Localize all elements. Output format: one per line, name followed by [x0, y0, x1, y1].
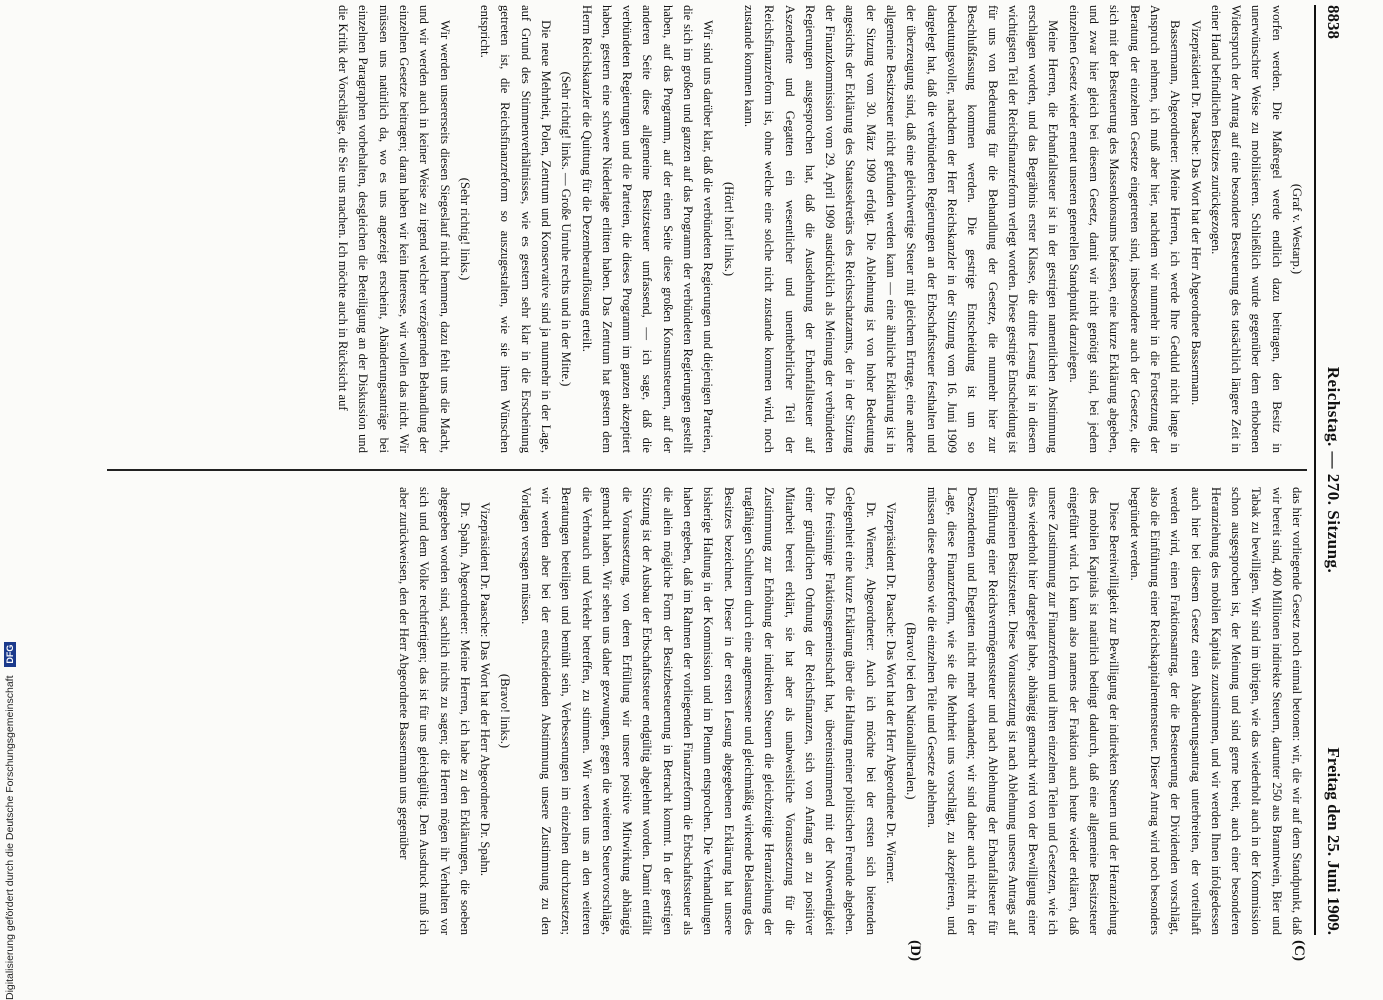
margin-mark-d: (D) [907, 940, 923, 961]
column-rule [107, 469, 1307, 471]
interjection: (Hört! hört! links.) [721, 181, 736, 277]
interjection: (Sehr richtig! links.) [457, 177, 472, 281]
paragraph: Wir sind uns darüber klar, daß die verbündeten Regierungen und diejenigen Parteien, die sich im großen und ganzen auf das Programm der verbündeten Regierungen gestellt haben, auf das Programm, auf der einen Seite diese großen Konsumsteuern, auf der anderen Seite diese allgemeine Besitzsteuer umfassend, — ich sage, daß die verbündeten Regierungen und die Parteien, die dieses Programm im ganzen akzeptiert haben, gestern eine schwere Niederlage erlitten haben. Das Zentrum hat gestern dem Herrn Reichskanzler die Quittung für die Dezemberauflösung erteilt. [579, 5, 716, 453]
digitization-credit [4, 0, 16, 1000]
paragraph: Dr. Wiemer, Abgeordneter: Auch ich möchte bei der ersten sich bietenden Gelegenheit eine kurze Erklärung über die Haltung meiner politischen Freunde abgeben. Die freisinnige Fraktionsgemeinschaft hat, übereinstimmend mit der Notwendigkeit einer gründlichen Ordnung der Reichsfinanzen, sich von Anfang an zu positiver Mitarbeit bereit erklärt, sie hat aber als unabweisliche Voraussetzung für die Zustimmung zur Erhöhung der indirekten Steuern die gleichzeitige Heranziehung der tragfähigen Schultern durch eine angemessene und gleichmäßig wirkende Belastung des Besitzes bezeichnet. Dieser in der ersten Lesung abgegebenen Erklärung hat unsere bisherige Haltung in der Kommission und im Plenum entsprochen. Die Verhandlungen haben ergeben, daß im Rahmen der vorliegenden Finanzreform die Erbschaftssteuer als die allein mögliche Form der Besitzbesteuerung in Betracht kommt. In der gestrigen Sitzung ist der Ausbau der Erbschaftssteuer endgültig abgelehnt worden. Damit entfällt die Voraussetzung, von deren Erfüllung wir unsere positive Mitwirkung abhängig gemacht haben. Wir sehen uns daher gezwungen, gegen die weiteren Steuervorschläge, die Verbrauch und Verkehr betreffen, zu stimmen. Wir werden uns an den weiteren Beratungen beteiligen und bemüht sein, Verbesserungen im einzelnen durchzusetzen; wir werden aber bei der entscheidenden Abstimmung unsere Zustimmung zu den Vorlagen versagen müssen. [518, 487, 878, 935]
session-date: Freitag den 25. Juni 1909. [1324, 747, 1343, 935]
paragraph: Bassermann, Abgeordneter: Meine Herren, ich werde Ihre Geduld nicht lange in Anspruch nehmen, ich muß aber hier, nachdem wir nunmehr in die Fortsetzung der Beratung der einzelnen Gesetze eingetreten sind, insbesondere auch der Gesetze, die sich mit der Besteuerung des Massenkonsums befassen, eine kurze Erklärung abgeben, und zwar hier gleich bei diesem Gesetz, damit wir nicht genötigt sind, bei jedem einzelnen Gesetz wieder erneut unseren generellen Standpunkt darzulegen. [1066, 5, 1183, 453]
paragraph: Die neue Mehrheit, Polen, Zentrum und Konservative sind ja nunmehr in der Lage, auf Grund des Stimmenverhältnisses, wie es gestern sehr klar in die Erscheinung getreten ist, die Reichsfinanzreform so auszugestalten, wie sie ihren Wünschen entspricht. [478, 5, 554, 453]
rotated-document-page [93, 5, 1343, 961]
paragraph: Dr. Spahn, Abgeordneter: Meine Herren, ich habe zu den Erklärungen, die soeben abgegeben worden sind, sachlich nichts zu sagen; die Herren mögen ihr Verhalten vor sich und dem Volke rechtfertigen; das ist für uns gleichgültig. Den Ausdruck muß ich aber zurückweisen, den der Herr Abgeordnete Bassermann uns gegenüber [396, 487, 472, 935]
speaker-continuation: (Graf v. Westarp.) [1290, 183, 1304, 275]
paragraph: worfen werden. Die Maßregel werde endlich dazu beitragen, den Besitz in unerwünschter Weise zu mobilisieren. Schließlich wurde gegenüber dem erhobenen Widerspruch der Antrag auf eine besondere Besteuerung des tatsächlich längere Zeit in einer Hand befindlichen Besitzes zurückgezogen. [1208, 5, 1284, 453]
credit-text: Digitalisierung gefördert durch die Deutsche Forschungsgemeinschaft [4, 675, 17, 1000]
paragraph: Wir werden unsererseits diesen Siegeslauf nicht hemmen, dazu fehlt uns die Macht, und wir werden auch in keiner Weise zu irgend welcher verzögernden Behandlung der einzelnen Gesetze beitragen; daran haben wir kein Interesse, wir wollen das nicht. Wir müssen uns natürlich da, wo es uns angezeigt erscheint, Abänderungsanträge bei einzelnen Paragraphen vorbehalten, desgleichen die Beteiligung an der Diskussion und die Kritik der Vorschläge, die Sie uns machen. Ich möchte auch in Rücksicht auf [336, 5, 452, 453]
paragraph: Vizepräsident Dr. Paasche: Das Wort hat der Herr Abgeordnete Dr. Spahn. [478, 502, 493, 877]
right-column [102, 487, 1307, 935]
paragraph: Meine Herren, die Erbanfallsteuer ist in der gestrigen namentlichen Abstimmung erschlagen worden, und das Begräbnis erster Klasse, die dritte Lesung ist in diesem wichtigsten Teil der Reichsfinanzreform verlegt worden. Diese gestrige Entscheidung ist für uns von Bedeutung für die Behandlung der Gesetze, die nunmehr hier zur Beschlußfassung kommen werden. Die gestrige Entscheidung ist um so bedeutungsvoller, nachdem der Herr Reichskanzler in der Sitzung vom 16. Juni 1909 dargelegt hat, daß die verbündeten Regierungen an der Erbschaftssteuer festhalten und der überzeugung sind, daß eine gleichwertige Steuer mit gleichem Ertrage, eine andere allgemeine Besitzsteuer nicht gefunden werden kann — eine ähnliche Erklärung ist in der Sitzung vom 30. März 1909 erfolgt. Die Ablehnung ist von hoher Bedeutung angesichts der Erklärung des Staatssekretärs des Reichsschatzamts, der in der Sitzung der Finanzkommission vom 29. April 1909 ausdrücklich als Meinung der verbündeten Regierungen ausgesprochen hat, daß die Ausdehnung der Erbanfallsteuer auf Aszendente und Gegatten ein wesentlicher und unentbehrlicher Teil der Reichsfinanzreform ist, ohne welche eine solche nicht zustande kommen wird, noch zustande kommen kann. [741, 5, 1061, 453]
margin-mark-c: (C) [1291, 940, 1307, 961]
header-rule [1314, 5, 1316, 935]
paragraph: Vizepräsident Dr. Paasche: Das Wort hat der Herr Abgeordnete Bassermann. [1188, 20, 1203, 406]
dfg-logo-icon: DFG [4, 642, 16, 667]
paragraph: Diese Bereitwilligkeit zur Bewilligung der indirekten Steuern und der Heranziehung des mobilen Kapitals ist natürlich bedingt dadurch, daß eine allgemeine Besitzsteuer eingeführt wird. Ich kann also namens der Fraktion auch heute wieder erklären, daß unsere Zustimmung zur Finanzreform und ihren einzelnen Teilen und Gesetzen, wie ich dies wiederholt hier dargelegt habe, abhängig gemacht wird von der Bewilligung einer allgemeinen Besitzsteuer. Diese Voraussetzung ist nach Ablehnung unseres Antrags auf Einführung einer Reichsvermögenssteuer und nach Ablehnung der Erbanfallsteuer für Deszendenten und Ehegatten nicht mehr vorhanden; wir sind daher auch nicht in der Lage, diese Finanzreform, wie sie die Mehrheit uns vorschlägt, zu akzeptieren, und müssen diese ebenso wie die einzelnen Teile und Gesetze ablehnen. [924, 487, 1122, 935]
page-header [1319, 5, 1343, 935]
page-title: Reichstag. — 270. Sitzung. [1324, 366, 1343, 574]
paragraph: das hier vorliegende Gesetz noch einmal betonen: wir, die wir auf dem Standpunkt, daß wir bereit sind, 400 Millionen indirekte Steuern, darunter 250 aus Branntwein, Bier und Tabak zu bewilligen. Wir sind im übrigen, wie das wiederholt auch in der Kommission schon ausgesprochen ist, der Meinung und sind gerne bereit, auch einer besonderen Heranziehung des mobilen Kapitals zuzustimmen, und wir werden Ihnen infolgedessen auch hier bei diesem Gesetz einen Abänderungsantrag unterbreiten, der vorteilhaft werden wird, einen Fraktionsantrag, der die Besteuerung der Dividenden vorschlägt, also die Einführung einer Reichskapitalrentensteuer. Dieser Antrag wird noch besonders begründet werden. [1127, 487, 1304, 935]
paragraph: Vizepräsident Dr. Paasche: Das Wort hat der Herr Abgeordnete Dr. Wiemer. [884, 502, 899, 884]
interjection: (Bravo! links.) [498, 673, 513, 749]
left-column [102, 5, 1307, 453]
interjection: (Bravo! bei den Nationalliberalen.) [904, 622, 919, 800]
page-number: 8838 [1324, 5, 1343, 39]
interjection: (Sehr richtig! links. — Große Unruhe rechts und in der Mitte.) [559, 71, 574, 387]
